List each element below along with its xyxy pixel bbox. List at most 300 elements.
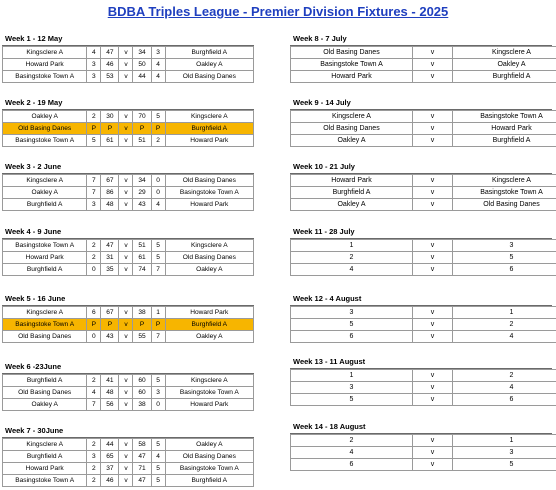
- fixture-cell: v: [413, 240, 453, 252]
- fixture-cell: v: [413, 331, 453, 343]
- fixture-cell: 60: [133, 387, 151, 399]
- fixture-cell: 4: [453, 382, 556, 394]
- fixture-cell: 1: [453, 307, 556, 319]
- fixture-cell: v: [119, 240, 133, 252]
- fixture-row: [3, 399, 254, 411]
- fixture-cell: v: [119, 199, 133, 211]
- fixture-row: [291, 175, 556, 187]
- fixtures-table: [2, 46, 254, 83]
- fixture-row: [291, 447, 556, 459]
- fixture-cell: Burghfield A: [165, 47, 253, 59]
- fixture-cell: P: [151, 123, 165, 135]
- fixture-cell: v: [119, 463, 133, 475]
- fixture-cell: Kingsclere A: [3, 175, 87, 187]
- fixture-cell: v: [119, 252, 133, 264]
- fixture-cell: 3: [87, 451, 101, 463]
- fixture-row: [3, 451, 254, 463]
- fixture-row: [291, 123, 556, 135]
- fixture-cell: Old Basing Danes: [165, 451, 253, 463]
- fixture-cell: 0: [151, 399, 165, 411]
- fixture-cell: 41: [101, 375, 119, 387]
- week-title: Week 2 - 19 May: [2, 97, 254, 110]
- fixture-row: [3, 387, 254, 399]
- fixture-cell: Burghfield A: [165, 123, 253, 135]
- fixture-cell: v: [413, 435, 453, 447]
- fixture-cell: 61: [133, 252, 151, 264]
- fixture-cell: Burghfield A: [165, 475, 253, 487]
- fixture-cell: 56: [101, 399, 119, 411]
- fixture-cell: 46: [101, 475, 119, 487]
- fixture-cell: v: [119, 123, 133, 135]
- fixture-cell: Kingsclere A: [165, 375, 253, 387]
- fixture-cell: 5: [291, 394, 413, 406]
- fixture-row: [291, 382, 556, 394]
- fixture-row: [3, 175, 254, 187]
- fixture-cell: 3: [87, 71, 101, 83]
- fixtures-table: [2, 174, 254, 211]
- fixture-cell: 5: [151, 475, 165, 487]
- fixture-cell: 86: [101, 187, 119, 199]
- fixture-row: [291, 331, 556, 343]
- fixture-cell: Burghfield A: [165, 319, 253, 331]
- fixture-cell: 3: [453, 447, 556, 459]
- fixture-cell: 51: [133, 135, 151, 147]
- fixture-cell: v: [119, 111, 133, 123]
- fixture-cell: 2: [87, 252, 101, 264]
- fixture-cell: 4: [291, 264, 413, 276]
- week-title: Week 7 - 30June: [2, 425, 254, 438]
- fixture-cell: 47: [133, 475, 151, 487]
- fixture-row: [3, 439, 254, 451]
- week-title: Week 1 - 12 May: [2, 33, 254, 46]
- fixture-row: [291, 59, 556, 71]
- left-week-4: [2, 226, 254, 276]
- fixture-cell: v: [413, 71, 453, 83]
- page-title: BDBA Triples League - Premier Division Fixtures - 2025: [107, 4, 449, 19]
- fixture-cell: Howard Park: [165, 399, 253, 411]
- fixture-cell: Basingstoke Town A: [165, 463, 253, 475]
- fixture-cell: 2: [291, 435, 413, 447]
- fixture-cell: 2: [87, 240, 101, 252]
- fixture-cell: v: [413, 307, 453, 319]
- left-week-1: [2, 33, 254, 83]
- fixture-row: [291, 264, 556, 276]
- fixture-cell: Oakley A: [3, 111, 87, 123]
- fixture-cell: Old Basing Danes: [3, 387, 87, 399]
- fixture-row: [3, 135, 254, 147]
- fixture-cell: 6: [453, 394, 556, 406]
- fixture-cell: 61: [101, 135, 119, 147]
- fixture-cell: v: [413, 252, 453, 264]
- fixture-cell: 44: [101, 439, 119, 451]
- fixture-row: [291, 394, 556, 406]
- fixture-cell: 29: [133, 187, 151, 199]
- fixture-cell: Oakley A: [165, 264, 253, 276]
- fixture-cell: 1: [291, 240, 413, 252]
- fixture-cell: Kingsclere A: [453, 47, 556, 59]
- week-title: Week 11 - 28 July: [290, 226, 552, 239]
- fixture-cell: v: [413, 59, 453, 71]
- fixture-cell: P: [101, 123, 119, 135]
- fixture-cell: 0: [151, 175, 165, 187]
- fixture-cell: 5: [291, 319, 413, 331]
- fixture-row: [3, 47, 254, 59]
- fixture-cell: Oakley A: [165, 439, 253, 451]
- fixture-cell: 5: [151, 375, 165, 387]
- fixture-cell: 5: [151, 240, 165, 252]
- right-week-1: [290, 33, 552, 83]
- fixtures-table: [290, 434, 556, 471]
- week-title: Week 4 - 9 June: [2, 226, 254, 239]
- fixture-row: [291, 187, 556, 199]
- week-title: Week 13 - 11 August: [290, 356, 552, 369]
- fixture-cell: 2: [87, 463, 101, 475]
- fixture-cell: v: [119, 187, 133, 199]
- fixture-cell: P: [151, 319, 165, 331]
- fixture-cell: v: [119, 47, 133, 59]
- fixture-row: [291, 370, 556, 382]
- fixture-cell: Basingstoke Town A: [291, 59, 413, 71]
- fixture-row: [291, 435, 556, 447]
- fixture-cell: Kingsclere A: [3, 307, 87, 319]
- fixture-cell: v: [413, 135, 453, 147]
- fixture-cell: 67: [101, 175, 119, 187]
- fixture-cell: 2: [87, 375, 101, 387]
- fixtures-table: [2, 239, 254, 276]
- fixture-cell: 74: [133, 264, 151, 276]
- fixture-cell: 4: [151, 451, 165, 463]
- fixture-cell: Basingstoke Town A: [3, 319, 87, 331]
- fixture-cell: 7: [151, 331, 165, 343]
- fixtures-table: [290, 369, 556, 406]
- fixture-cell: Basingstoke Town A: [453, 187, 556, 199]
- fixture-cell: 43: [133, 199, 151, 211]
- fixture-cell: 70: [133, 111, 151, 123]
- fixture-cell: 65: [101, 451, 119, 463]
- week-title: Week 12 - 4 August: [290, 293, 552, 306]
- fixture-cell: v: [119, 264, 133, 276]
- fixture-cell: v: [413, 175, 453, 187]
- fixture-cell: v: [413, 319, 453, 331]
- fixture-cell: 5: [151, 463, 165, 475]
- fixture-cell: 30: [101, 111, 119, 123]
- fixture-cell: 31: [101, 252, 119, 264]
- fixture-cell: 2: [151, 135, 165, 147]
- fixture-cell: 51: [133, 240, 151, 252]
- fixture-cell: 3: [291, 382, 413, 394]
- fixture-cell: Burghfield A: [453, 135, 556, 147]
- fixture-cell: v: [119, 387, 133, 399]
- fixture-cell: 38: [133, 307, 151, 319]
- fixture-row: [3, 475, 254, 487]
- fixture-row: [3, 375, 254, 387]
- fixture-cell: 5: [87, 135, 101, 147]
- fixture-row: [3, 252, 254, 264]
- fixture-cell: Burghfield A: [3, 199, 87, 211]
- fixture-cell: 58: [133, 439, 151, 451]
- fixture-cell: Old Basing Danes: [165, 71, 253, 83]
- fixture-row: [3, 187, 254, 199]
- fixture-cell: v: [119, 175, 133, 187]
- fixture-row: [291, 459, 556, 471]
- fixture-cell: 4: [87, 387, 101, 399]
- fixture-cell: 0: [87, 331, 101, 343]
- fixture-cell: v: [119, 399, 133, 411]
- fixture-cell: v: [119, 59, 133, 71]
- fixture-cell: v: [413, 123, 453, 135]
- fixture-cell: Howard Park: [453, 123, 556, 135]
- fixture-cell: 7: [87, 187, 101, 199]
- fixture-row: [3, 199, 254, 211]
- fixture-cell: Old Basing Danes: [3, 123, 87, 135]
- fixture-row: [3, 463, 254, 475]
- fixture-row: [3, 307, 254, 319]
- fixture-row: [291, 135, 556, 147]
- fixtures-table: [2, 438, 254, 487]
- fixture-cell: Kingsclere A: [165, 240, 253, 252]
- fixture-cell: Oakley A: [291, 135, 413, 147]
- fixture-cell: Basingstoke Town A: [3, 240, 87, 252]
- fixture-cell: 6: [87, 307, 101, 319]
- fixture-cell: v: [119, 439, 133, 451]
- fixture-row: [3, 71, 254, 83]
- fixture-cell: 3: [87, 199, 101, 211]
- fixture-row: [3, 59, 254, 71]
- fixture-cell: v: [119, 135, 133, 147]
- fixture-cell: 34: [133, 175, 151, 187]
- fixture-cell: P: [87, 319, 101, 331]
- fixture-cell: Basingstoke Town A: [3, 475, 87, 487]
- fixtures-table: [2, 306, 254, 343]
- fixture-cell: Howard Park: [291, 175, 413, 187]
- fixture-cell: Burghfield A: [3, 375, 87, 387]
- fixture-cell: 38: [133, 399, 151, 411]
- fixture-cell: 47: [101, 47, 119, 59]
- fixture-cell: v: [413, 47, 453, 59]
- fixture-cell: 7: [87, 175, 101, 187]
- fixture-cell: Howard Park: [165, 135, 253, 147]
- fixture-cell: 50: [133, 59, 151, 71]
- fixture-cell: Old Basing Danes: [3, 331, 87, 343]
- fixture-cell: v: [119, 71, 133, 83]
- fixture-cell: Oakley A: [453, 59, 556, 71]
- fixture-row: [291, 47, 556, 59]
- fixtures-table: [2, 110, 254, 147]
- right-week-7: [290, 421, 552, 471]
- fixture-row: [291, 71, 556, 83]
- fixture-cell: v: [413, 370, 453, 382]
- fixture-cell: Old Basing Danes: [165, 252, 253, 264]
- fixture-cell: 5: [453, 459, 556, 471]
- fixture-cell: P: [101, 319, 119, 331]
- right-week-6: [290, 356, 552, 406]
- fixture-row: [291, 199, 556, 211]
- fixture-cell: 1: [453, 435, 556, 447]
- fixture-cell: P: [87, 123, 101, 135]
- fixture-cell: P: [133, 123, 151, 135]
- fixture-cell: Old Basing Danes: [291, 47, 413, 59]
- fixture-cell: 47: [133, 451, 151, 463]
- fixture-row: [291, 307, 556, 319]
- fixture-cell: v: [119, 475, 133, 487]
- fixture-cell: Howard Park: [3, 463, 87, 475]
- fixture-cell: 43: [101, 331, 119, 343]
- fixture-cell: v: [413, 199, 453, 211]
- fixture-row: [3, 331, 254, 343]
- fixture-cell: 34: [133, 47, 151, 59]
- fixture-cell: 4: [151, 71, 165, 83]
- fixture-cell: 2: [291, 252, 413, 264]
- fixture-cell: 2: [87, 475, 101, 487]
- fixture-cell: v: [413, 111, 453, 123]
- fixture-cell: 7: [87, 399, 101, 411]
- fixture-cell: Burghfield A: [3, 451, 87, 463]
- fixture-cell: 2: [87, 111, 101, 123]
- fixture-cell: Howard Park: [165, 307, 253, 319]
- fixture-row: [291, 252, 556, 264]
- fixture-cell: 0: [151, 187, 165, 199]
- fixture-cell: P: [133, 319, 151, 331]
- fixture-cell: v: [413, 264, 453, 276]
- week-title: Week 3 - 2 June: [2, 161, 254, 174]
- fixture-row: [3, 240, 254, 252]
- fixture-cell: 55: [133, 331, 151, 343]
- fixture-cell: 5: [151, 252, 165, 264]
- fixture-cell: 3: [453, 240, 556, 252]
- fixture-cell: Kingsclere A: [453, 175, 556, 187]
- left-week-3: [2, 161, 254, 211]
- fixture-cell: 6: [291, 459, 413, 471]
- fixture-cell: Basingstoke Town A: [165, 187, 253, 199]
- fixture-cell: Oakley A: [3, 187, 87, 199]
- fixture-cell: Howard Park: [165, 199, 253, 211]
- fixture-row: [3, 264, 254, 276]
- fixture-cell: 37: [101, 463, 119, 475]
- fixture-row: [291, 319, 556, 331]
- fixture-cell: 5: [453, 252, 556, 264]
- fixture-cell: Old Basing Danes: [165, 175, 253, 187]
- fixture-cell: Kingsclere A: [291, 111, 413, 123]
- fixture-cell: 53: [101, 71, 119, 83]
- fixture-row: [3, 123, 254, 135]
- left-week-6: [2, 361, 254, 411]
- fixture-cell: Oakley A: [291, 199, 413, 211]
- week-title: Week 10 - 21 July: [290, 161, 552, 174]
- fixture-cell: Kingsclere A: [165, 111, 253, 123]
- fixture-row: [3, 111, 254, 123]
- fixture-cell: Oakley A: [165, 331, 253, 343]
- fixture-cell: 4: [87, 47, 101, 59]
- week-title: Week 5 - 16 June: [2, 293, 254, 306]
- fixture-cell: 3: [151, 47, 165, 59]
- fixture-cell: Burghfield A: [453, 71, 556, 83]
- week-title: Week 9 - 14 July: [290, 97, 552, 110]
- fixture-cell: Howard Park: [3, 59, 87, 71]
- fixture-row: [291, 111, 556, 123]
- fixture-cell: Kingsclere A: [3, 439, 87, 451]
- fixture-row: [291, 240, 556, 252]
- right-week-4: [290, 226, 552, 276]
- fixture-cell: Old Basing Danes: [291, 123, 413, 135]
- fixture-cell: Howard Park: [3, 252, 87, 264]
- fixture-cell: Burghfield A: [291, 187, 413, 199]
- fixture-cell: Basingstoke Town A: [3, 71, 87, 83]
- fixture-cell: v: [413, 187, 453, 199]
- fixture-cell: Basingstoke Town A: [3, 135, 87, 147]
- fixture-cell: Old Basing Danes: [453, 199, 556, 211]
- fixture-cell: v: [413, 447, 453, 459]
- fixture-cell: 44: [133, 71, 151, 83]
- fixture-cell: v: [413, 394, 453, 406]
- fixtures-table: [290, 306, 556, 343]
- fixture-cell: v: [119, 375, 133, 387]
- fixture-cell: 0: [87, 264, 101, 276]
- fixture-cell: 71: [133, 463, 151, 475]
- week-title: Week 8 - 7 July: [290, 33, 552, 46]
- fixtures-table: [290, 239, 556, 276]
- fixture-cell: 3: [151, 387, 165, 399]
- fixture-cell: 4: [151, 59, 165, 71]
- fixture-cell: 67: [101, 307, 119, 319]
- fixture-cell: Basingstoke Town A: [165, 387, 253, 399]
- fixture-cell: 2: [87, 439, 101, 451]
- fixture-cell: 2: [453, 370, 556, 382]
- fixture-cell: 4: [291, 447, 413, 459]
- left-week-5: [2, 293, 254, 343]
- fixture-cell: 60: [133, 375, 151, 387]
- fixture-cell: Burghfield A: [3, 264, 87, 276]
- fixture-cell: 5: [151, 439, 165, 451]
- fixture-cell: 4: [453, 331, 556, 343]
- fixture-cell: 47: [101, 240, 119, 252]
- fixtures-table: [290, 110, 556, 147]
- right-week-2: [290, 97, 552, 147]
- fixture-cell: Basingstoke Town A: [453, 111, 556, 123]
- fixture-cell: Howard Park: [291, 71, 413, 83]
- fixture-cell: v: [413, 382, 453, 394]
- left-week-7: [2, 425, 254, 487]
- right-week-3: [290, 161, 552, 211]
- fixture-cell: Kingsclere A: [3, 47, 87, 59]
- fixture-cell: 1: [291, 370, 413, 382]
- fixture-cell: 6: [453, 264, 556, 276]
- fixture-cell: v: [413, 459, 453, 471]
- week-title: Week 14 - 18 August: [290, 421, 552, 434]
- fixture-cell: 4: [151, 199, 165, 211]
- week-title: Week 6 -23June: [2, 361, 254, 374]
- fixture-cell: v: [119, 307, 133, 319]
- fixtures-table: [2, 374, 254, 411]
- fixture-cell: 35: [101, 264, 119, 276]
- fixture-cell: 5: [151, 111, 165, 123]
- fixture-cell: 2: [453, 319, 556, 331]
- fixture-cell: 7: [151, 264, 165, 276]
- fixture-cell: 48: [101, 199, 119, 211]
- fixture-cell: 3: [87, 59, 101, 71]
- fixture-cell: v: [119, 451, 133, 463]
- fixtures-table: [290, 174, 556, 211]
- left-week-2: [2, 97, 254, 147]
- fixture-row: [3, 319, 254, 331]
- fixture-cell: 48: [101, 387, 119, 399]
- right-week-5: [290, 293, 552, 343]
- fixture-cell: Oakley A: [165, 59, 253, 71]
- fixture-cell: 1: [151, 307, 165, 319]
- fixtures-table: [290, 46, 556, 83]
- fixture-cell: 46: [101, 59, 119, 71]
- fixture-cell: v: [119, 319, 133, 331]
- fixture-cell: 6: [291, 331, 413, 343]
